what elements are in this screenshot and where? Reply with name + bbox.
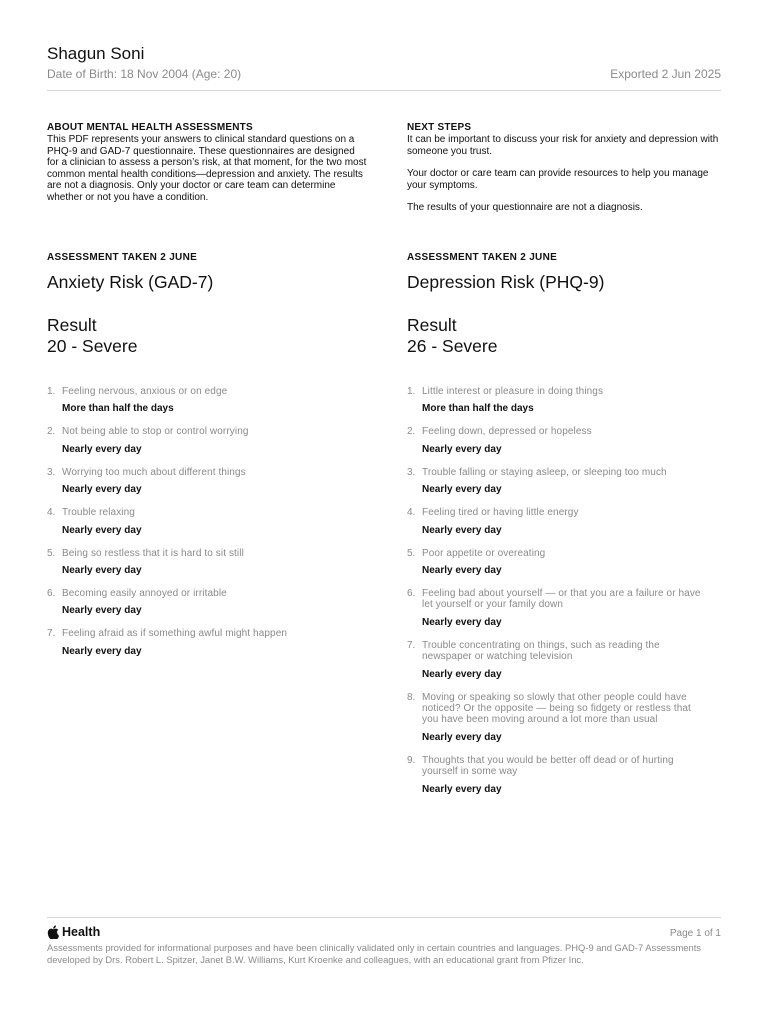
question-text: Feeling down, depressed or hopeless [422,426,592,438]
question-answer: Nearly every day [62,443,142,455]
question-answer: Nearly every day [62,645,142,657]
footer-row [47,925,721,939]
about-section [47,122,367,204]
next-steps-heading: NEXT STEPS [407,122,472,133]
question-number: 2. [407,426,416,438]
gad7-question-list [47,386,347,669]
question-number: 3. [47,466,56,478]
phq9-question [407,507,707,536]
question-answer: More than half the days [62,403,174,415]
phq9-question [407,467,707,496]
phq9-question [407,640,707,681]
question-answer: Nearly every day [422,783,502,795]
gad7-result-value: 20 - Severe [47,336,138,356]
next-steps-paragraph: The results of your questionnaire are not a diagnosis. [407,202,643,214]
health-brand-label: Health [62,925,101,939]
question-answer: Nearly every day [422,668,502,680]
footer-disclaimer: Assessments provided for informational purposes and have been clinically validated only in certain countries and languages. PHQ-9 and GAD-7 Assessments developed by Drs. Robert L. Spitzer, Janet B.W. Williams, Kurt Kroenke and colleagues, with an educational grant from Pfizer Inc. [47,942,701,965]
question-text: Feeling nervous, anxious or on edge [62,386,228,397]
question-text: Moving or speaking so slowly that other people could have noticed? Or the opposite — being so fidgety or restless that you have been moving around a lot more than usual [422,691,691,726]
phq9-question-list [407,386,707,807]
date-of-birth: Date of Birth: 18 Nov 2004 (Age: 20) [47,67,242,81]
gad7-question [47,467,347,496]
phq9-question [407,692,707,744]
phq9-summary [407,252,721,357]
question-answer: Nearly every day [422,484,502,496]
question-answer: Nearly every day [422,524,502,536]
question-text: Thoughts that you would be better off dead or of hurting yourself in some way [422,754,674,778]
question-number: 4. [47,507,56,519]
question-number: 9. [407,754,416,766]
gad7-result-label: Result [47,315,97,335]
about-heading: ABOUT MENTAL HEALTH ASSESSMENTS [47,122,253,133]
health-brand [47,925,100,939]
page-number: Page 1 of 1 [669,928,721,939]
gad7-question [47,386,347,415]
report-footer [47,917,721,965]
phq9-result-value: 26 - Severe [407,336,498,356]
phq9-question [407,588,707,629]
next-steps-body [407,134,721,214]
question-text: Worrying too much about different things [62,466,246,478]
patient-name: Shagun Soni [47,44,145,63]
question-number: 7. [407,639,416,651]
question-text: Trouble falling or staying asleep, or sleeping too much [422,466,667,478]
gad7-question [47,588,347,617]
question-number: 4. [407,507,416,519]
question-number: 7. [47,628,56,640]
next-steps-paragraph: Your doctor or care team can provide resources to help you manage your symptoms. [407,168,709,191]
question-number: 2. [47,426,56,438]
about-body: This PDF represents your answers to clinical standard questions on a PHQ-9 and GAD-7 questionnaire. These questionnaires are designed for a clinician to assess a person’s risk, at that moment, for the two most common mental health conditions—depression and anxiety. The results are not a diagnosis. Only your doctor or care team can determine whether or not you have a condition. [47,134,367,203]
export-date: Exported 2 Jun 2025 [610,67,721,81]
phq9-taken-date: ASSESSMENT TAKEN 2 JUNE [407,252,558,263]
question-number: 3. [407,466,416,478]
question-text: Little interest or pleasure in doing things [422,386,604,397]
report-header [47,44,721,91]
question-answer: Nearly every day [62,484,142,496]
gad7-taken-date: ASSESSMENT TAKEN 2 JUNE [47,252,198,263]
phq9-result-label: Result [407,315,457,335]
question-number: 5. [407,547,416,559]
question-number: 6. [407,588,416,600]
question-answer: Nearly every day [62,565,142,577]
question-number: 8. [407,691,416,703]
question-number: 1. [47,386,56,397]
question-text: Trouble relaxing [62,507,135,519]
gad7-question [47,426,347,455]
question-answer: Nearly every day [422,616,502,628]
question-answer: Nearly every day [62,605,142,617]
phq9-title: Depression Risk (PHQ-9) [407,272,605,292]
gad7-question [47,548,347,577]
question-number: 1. [407,386,416,397]
question-text: Feeling tired or having little energy [422,507,579,519]
apple-logo-icon [47,925,59,939]
phq9-question [407,548,707,577]
question-text: Poor appetite or overeating [422,547,546,559]
question-answer: Nearly every day [422,443,502,455]
question-answer: More than half the days [422,403,534,415]
question-text: Feeling afraid as if something awful might happen [62,628,288,640]
gad7-title: Anxiety Risk (GAD-7) [47,272,214,292]
question-answer: Nearly every day [62,524,142,536]
header-meta-row [47,67,721,81]
question-answer: Nearly every day [422,731,502,743]
phq9-question [407,755,707,796]
phq9-question [407,426,707,455]
question-text: Not being able to stop or control worrying [62,426,249,438]
phq9-question [407,386,707,415]
next-steps-paragraph: It can be important to discuss your risk for anxiety and depression with someone you trust. [407,134,719,157]
gad7-summary [47,252,367,357]
question-text: Being so restless that it is hard to sit still [62,547,244,559]
question-text: Trouble concentrating on things, such as reading the newspaper or watching television [422,639,660,663]
next-steps-section [407,122,721,214]
question-number: 5. [47,547,56,559]
question-text: Feeling bad about yourself — or that you are a failure or have let yourself or your family down [422,588,701,611]
question-answer: Nearly every day [422,565,502,577]
question-text: Becoming easily annoyed or irritable [62,588,227,600]
question-number: 6. [47,588,56,600]
gad7-question [47,507,347,536]
gad7-question [47,628,347,657]
